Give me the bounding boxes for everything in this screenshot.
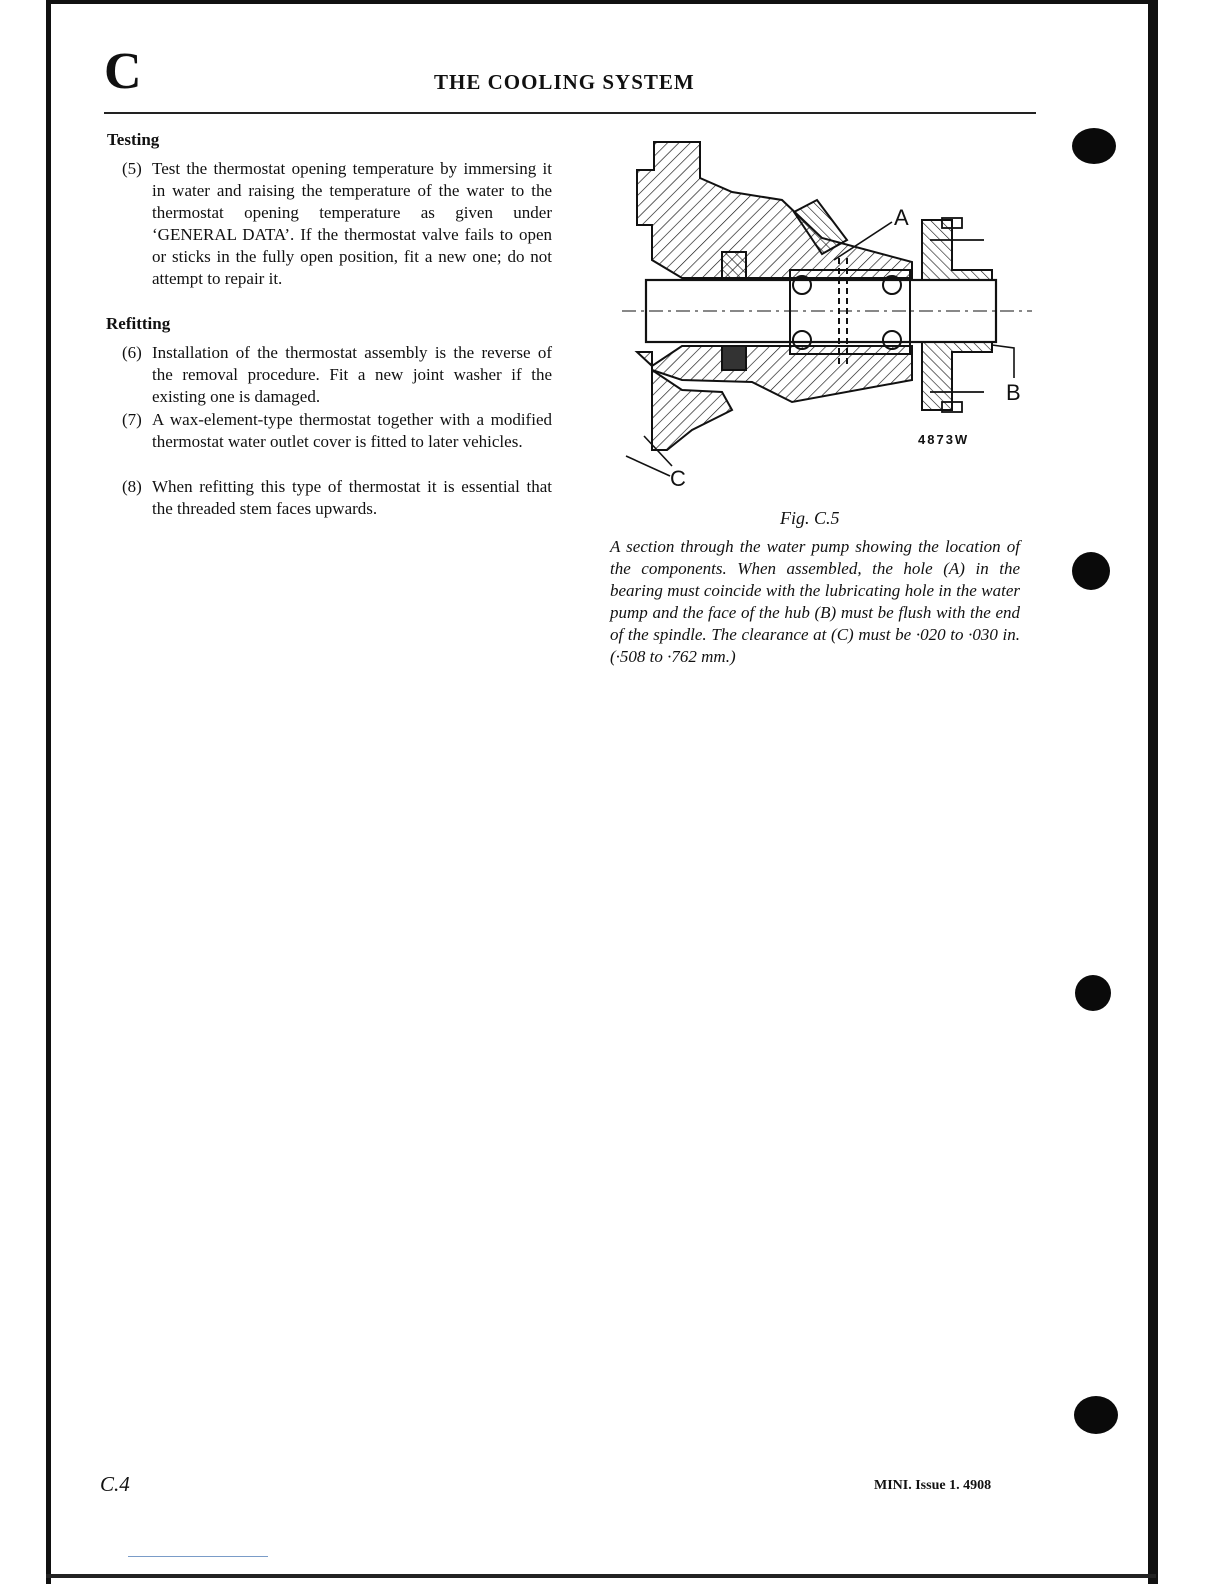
scan-border-right <box>1148 0 1158 1584</box>
step-text: Test the thermostat opening temperature by immersing it in water and raising the temperature of the water to the thermostat opening temperature as given under ‘GENERAL DATA’. If the thermostat valve fails to open or sticks in the fully open position, fit a new one; do not attempt to repair it. <box>152 159 552 288</box>
step-number: (7) <box>122 410 142 429</box>
scan-border-bottom <box>46 1574 1156 1578</box>
scan-border-top <box>46 0 1156 4</box>
callout-b-leader <box>992 345 1014 378</box>
title-rule <box>104 112 1036 114</box>
step-7 <box>122 409 552 453</box>
label-c: C <box>670 466 686 491</box>
label-a: A <box>894 205 909 230</box>
step-8 <box>122 476 552 520</box>
step-text: Installation of the thermostat assembly is the reverse of the removal procedure. Fit a new joint washer if the existing one is damaged. <box>152 343 552 406</box>
step-number: (5) <box>122 159 142 178</box>
binder-hole <box>1072 128 1116 164</box>
hub-lower <box>922 334 992 410</box>
page-number: C.4 <box>100 1472 130 1496</box>
figure-caption: A section through the water pump showing the location of the components. When assembled, the hole (A) in the bearing must coincide with the lubricating hole in the water pump and the face of the hub (B) must be flush with the end of the spindle. The clearance at (C) must be ·020 to ·030 in. (·508 to ·762 mm.) <box>610 537 1020 666</box>
figure-ref: 4873W <box>918 432 970 447</box>
step-5 <box>122 158 552 290</box>
pump-body-upper <box>637 142 912 278</box>
issue-note: MINI. Issue 1. 4908 <box>874 1478 992 1493</box>
step-text: When refitting this type of thermostat it is essential that the threaded stem faces upwards. <box>152 477 552 518</box>
callout-c-leader-1 <box>626 456 670 476</box>
section-letter: C <box>104 43 142 100</box>
binder-hole <box>1075 975 1111 1011</box>
step-number: (6) <box>122 343 142 362</box>
scan-mark <box>128 1556 268 1557</box>
figure-title: Fig. C.5 <box>780 508 840 528</box>
step-number: (8) <box>122 477 142 496</box>
testing-heading: Testing <box>107 130 160 149</box>
refitting-heading: Refitting <box>106 314 171 333</box>
seal-lower <box>722 346 746 370</box>
binder-hole <box>1072 552 1110 590</box>
page-title: THE COOLING SYSTEM <box>434 70 695 94</box>
scan-border-left <box>46 0 51 1584</box>
step-text: A wax-element-type thermostat together with a modified thermostat water outlet cover is fitted to later vehicles. <box>152 410 552 451</box>
label-b: B <box>1006 380 1021 405</box>
binder-hole <box>1074 1396 1118 1434</box>
seal-upper <box>722 252 746 278</box>
step-6 <box>122 342 552 408</box>
water-pump-section-diagram <box>612 130 1032 500</box>
